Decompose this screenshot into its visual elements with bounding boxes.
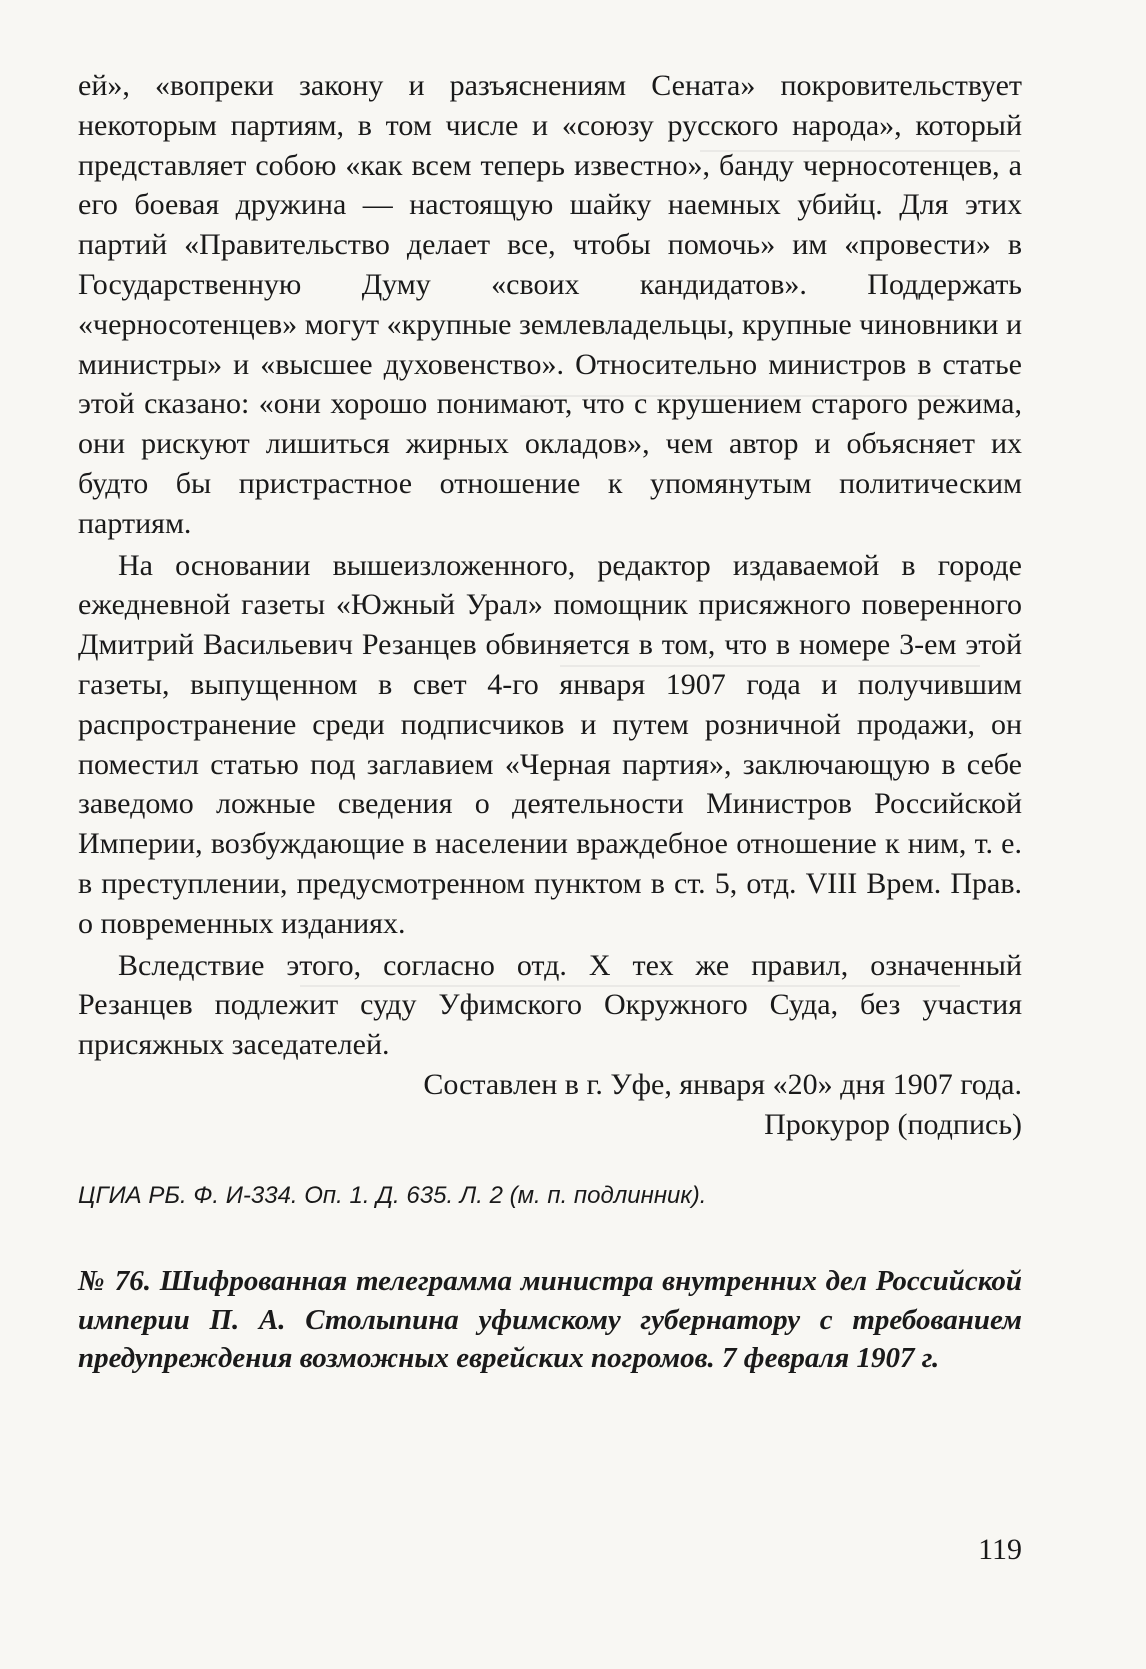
page-number: 119	[978, 1533, 1022, 1566]
body-paragraph-conclusion: Вследствие этого, согласно отд. X тех же правил, означенный Резанцев подлежит суду Уфимского Окружного Суда, без участия присяжных заседателей.	[78, 948, 1022, 1062]
prosecutor-signature-line: Прокурор (подпись)	[764, 1107, 1022, 1141]
archive-source-reference: ЦГИА РБ. Ф. И-334. Оп. 1. Д. 635. Л. 2 (м. п. подлинник).	[78, 1182, 707, 1209]
main-text	[78, 66, 1022, 1145]
document-heading: № 76. Шифрованная телеграмма министра внутренних дел Российской империи П. А. Столыпина уфимскому губернатору с требованием предупреждения возможных еврейских погромов. 7 февраля 1907 г.	[78, 1265, 1022, 1374]
compiled-date-line: Составлен в г. Уфе, января «20» дня 1907 года.	[423, 1067, 1022, 1101]
body-paragraph-accusation: На основании вышеизложенного, редактор издаваемой в городе ежедневной газеты «Южный Урал» помощник присяжного поверенного Дмитрий Васильевич Резанцев обвиняется в том, что в номере 3-ем этой газеты, выпущенном в свет 4-го января 1907 года и получившим распространение среди подписчиков и путем розничной продажи, он поместил статью под заглавием «Черная партия», заключающую в себе заведомо ложные сведения о деятельности Министров Российской Империи, возбуждающие в населении враждебное отношение к ним, т. е. в преступлении, предусмотренном пунктом в ст. 5, отд. VIII Врем. Прав. о повременных изданиях.	[78, 548, 1022, 940]
body-paragraph-continuation: ей», «вопреки закону и разъяснениям Сената» покровительствует некоторым партиям, в том числе и «союзу русского народа», который представляет собою «как всем теперь известно», банду черносотенцев, а его боевая дружина — настоящую шайку наемных убийц. Для этих партий «Правительство делает все, чтобы помочь» им «провести» в Государственную Думу «своих кандидатов». Поддержать «черносотенцев» могут «крупные землевладельцы, крупные чиновники и министры» и «высшее духовенство». Относительно министров в статье этой сказано: «они хорошо понимают, что с крушением старого режима, они рискуют лишиться жирных окладов», чем автор и объясняет их будто бы пристрастное отношение к упомянутым политическим партиям.	[78, 69, 1022, 540]
